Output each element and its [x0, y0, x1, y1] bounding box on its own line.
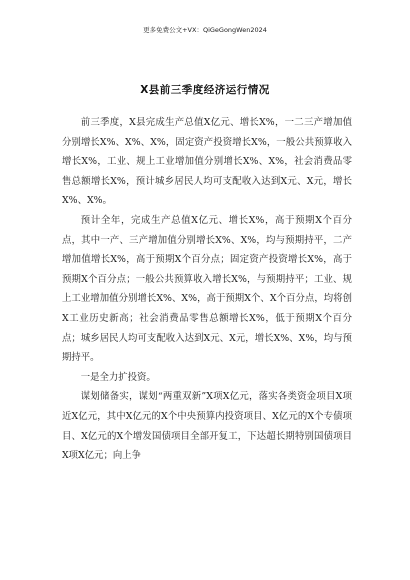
paragraph-investment-detail: 谋划储备实，谋划“两重双新”X项X亿元，落实各类资金项目X项近X亿元，其中X亿元的X个中央预算内投资项目、X亿元的X个专债项目、X亿元的X个增发国债项目全部开复工，下达超长期特别国债项目X项X亿元；向上争 [62, 391, 352, 462]
paragraph-section-heading: 一是全力扩投资。 [80, 371, 156, 383]
paragraph-q3-summary: 前三季度，X县完成生产总值X亿元、增长X%，一二三产增加值分别增长X%、X%、X%，固定资产投资增长X%，一般公共预算收入增长X%，工业、规上工业增加值分别增长X%、X%，社会消费品零售总额增长X%，预计城乡居民人均可支配收入达到X元、X元，增长X%、X%。 [62, 117, 352, 207]
paragraph-full-year-forecast: 预计全年，完成生产总值X亿元、增长X%，高于预期X个百分点，其中一产、三产增加值分别增长X%、X%，均与预期持平，二产增加值增长X%，高于预期X个百分点；固定资产投资增长X%，高于预期X个百分点；一般公共预算收入增长X%，与预期持平；工业、规上工业增加值分别增长X%、X%，高于预期X个、X个百分点，均将创X工业历史新高；社会消费品零售总额增长X%，低于预期X个百分点；城乡居民人均可支配收入达到X元、X元，增长X%、X%，均与预期持平。 [62, 214, 352, 364]
header-note: 更多免费公文+VX：QiGeGongWen2024 [143, 26, 267, 34]
document-title: X县前三季度经济运行情况 [140, 84, 270, 96]
document-body [62, 113, 352, 466]
